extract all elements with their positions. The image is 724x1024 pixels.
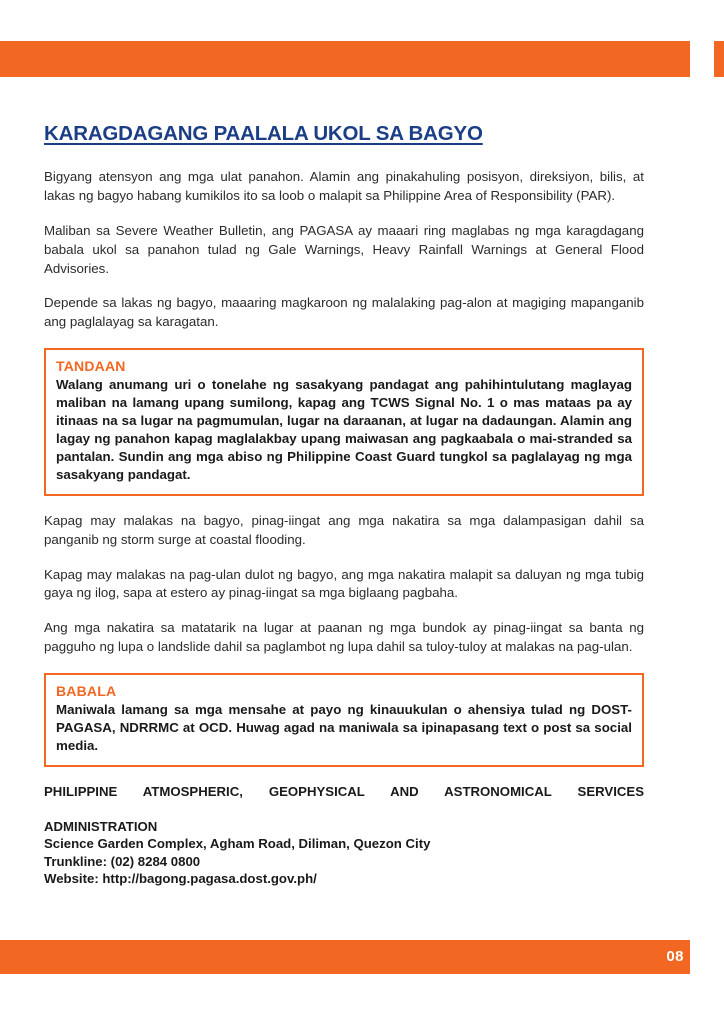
callout-tandaan-heading: TANDAAN (56, 358, 126, 375)
footer-address: Science Garden Complex, Agham Road, Diliman, Quezon City (44, 836, 431, 852)
body-paragraph-2: Kapag may malakas na pag-ulan dulot ng bagyo, ang mga nakatira malapit sa daluyan ng mga tubig gaya ng ilog, sapa at estero ay pinag-iingat sa mga biglaang pagbaha. (44, 566, 644, 601)
body-paragraph-1: Kapag may malakas na bagyo, pinag-iingat ang mga nakatira sa mga dalampasigan dahil sa panganib ng storm surge at coastal flooding. (44, 512, 644, 547)
intro-paragraph-1: Bigyang atensyon ang mga ulat panahon. Alamin ang pinakahuling posisyon, direksiyon, bilis, at lakas ng bagyo habang kumikilos ito sa loob o malapit sa Philippine Area of Responsibility (PAR). (44, 169, 644, 203)
intro-paragraph-2: Maliban sa Severe Weather Bulletin, ang PAGASA ay maaari ring maglabas ng mga karagdagang babala ukol sa panahon tulad ng Gale Warnings, Heavy Rainfall Warnings at General Flood Advisories. (44, 222, 644, 276)
page-number: 08 (666, 948, 684, 965)
callout-babala-body: Maniwala lamang sa mga mensahe at payo ng kinauukulan o ahensiya tulad ng DOST-PAGASA, NDRRMC at OCD. Huwag agad na maniwala sa ipinapasang text o post sa social media. (56, 702, 632, 753)
top-accent-band-right-segment (714, 41, 724, 77)
top-accent-band (0, 41, 690, 77)
footer-trunkline: Trunkline: (02) 8284 0800 (44, 853, 201, 869)
callout-babala (44, 673, 644, 767)
page-title: KARAGDAGANG PAALALA UKOL SA BAGYO (44, 122, 483, 145)
footer-organization-line-1-text: PHILIPPINE ATMOSPHERIC, GEOPHYSICAL AND ASTRONOMICAL SERVICES (44, 783, 644, 799)
footer-organization-line-1 (44, 783, 644, 818)
callout-tandaan-body: Walang anumang uri o tonelahe ng sasakyang pandagat ang pahihintulutang maglayag maliban na lamang upang sumilong, kapag ang TCWS Signal No. 1 o mas mataas pa ay itinaas na sa lugar na pagmumulan, lugar na daraanan, at lugar na dadaungan. Alamin ang lagay ng panahon kapag maglalakbay upang maiwasan ang pagkaabala o mai-stranded sa pantalan. Sundin ang mga abiso ng Philippine Coast Guard tungkol sa paglalayag ng mga sasakyang pandagat. (56, 377, 632, 482)
bottom-accent-band (0, 940, 690, 974)
body-paragraph-3: Ang mga nakatira sa matatarik na lugar at paanan ng mga bundok ay pinag-iingat sa banta ng pagguho ng lupa o landslide dahil sa paglambot ng lupa dahil sa tuloy-tuloy at malakas na pag-ulan. (44, 620, 644, 655)
page-content (44, 122, 644, 887)
footer-organization-line-2: ADMINISTRATION (44, 818, 158, 834)
callout-babala-heading: BABALA (56, 683, 117, 699)
callout-tandaan (44, 348, 644, 496)
intro-paragraph-3: Depende sa lakas ng bagyo, maaaring magkaroon ng malalaking pag-alon at magiging mapanganib ang paglalayag sa karagatan. (44, 295, 644, 330)
footer-website: Website: http://bagong.pagasa.dost.gov.ph/ (44, 870, 317, 886)
footer-block (44, 783, 644, 888)
